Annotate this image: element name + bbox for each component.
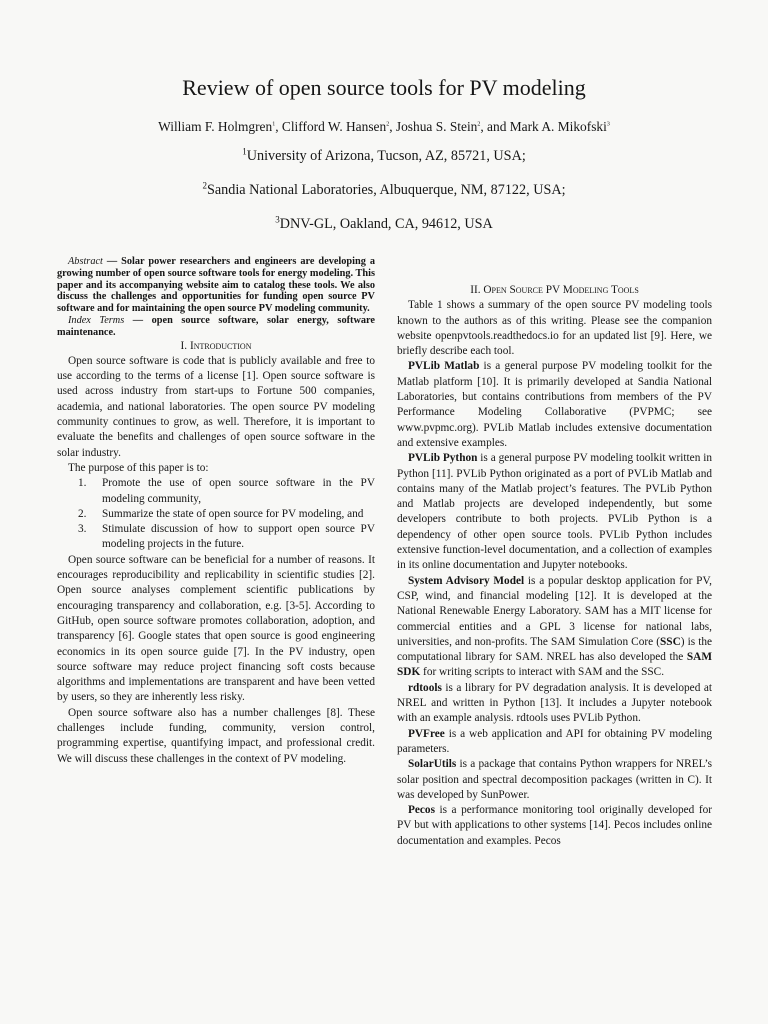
tool-sam: System Advisory Model is a popular desktop application for PV, CSP, wind, and financial modeling [12]. It is developed at the National Renewable Energy Laboratory. SAM has a MIT license for commercial entities and a GPL 3 license for national labs, universities, and non-profits. The SAM Simulation Core (SSC) is the computational library for SAM. NREL has also developed the SAM SDK for writing scripts to interact with SAM and the SSC. bbox=[397, 574, 713, 679]
tool-rdtools: rdtools is a library for PV degradation analysis. It is developed at NREL and written in Python [13]. It includes a Jupyter notebook with an example analysis. rdtools uses PVLib Python. bbox=[397, 681, 712, 725]
tool-pvlib-python: PVLib Python is a general purpose PV modeling toolkit written in Python [11]. PVLib Python originated as a port of PVLib Matlab and contains many of the Matlab project’s features. The PVLib Python and Matlab projects are developed independently, but some developers contribute to both projects. PVLib Python is a dependency of other open source tools. PVLib Python includes extensive function-level documentation, and a collection of examples in its online documentation and Jupyter notebooks. bbox=[397, 452, 712, 572]
section-heading-introduction: I. Introduction bbox=[180, 339, 252, 352]
paragraph: Open source software is code that is publicly available and free to use according to the terms of a license [1]. Open source software is used across industry from start-ups to Fortune 500 companies, academia, and national laboratories. The open source PV modeling community continues to grow, as well. Therefore, it is important to evaluate the benefits and challenges of open source software in the solar industry. bbox=[57, 354, 375, 459]
affiliation-1: $^1$University of Arizona, Tucson, AZ, 85721, USA; bbox=[242, 146, 526, 164]
author-list bbox=[0, 116, 768, 136]
affiliation-2: $^2$Sandia National Laboratories, Albuquerque, NM, 87122, USA; bbox=[202, 180, 566, 198]
author: Mark A. Mikofski$^3$ bbox=[509, 119, 610, 135]
affiliation-3: $^3$DNV-GL, Oakland, CA, 94612, USA bbox=[275, 214, 493, 232]
list-item: 2. Summarize the state of open source for PV modeling, and bbox=[78, 507, 364, 520]
author: Joshua S. Stein$^2$, and bbox=[395, 119, 510, 135]
abstract-paragraph: Abstract — Solar power researchers and engineers are developing a growing number of open source software tools for energy modeling. This paper and its accompanying website aim to catalog these tools. We also discuss the challenges and opportunities for funding open source PV software and for maintaining the open source PV modeling community. bbox=[57, 256, 376, 315]
paragraph: The purpose of this paper is to: bbox=[68, 461, 209, 474]
paragraph: Table 1 shows a summary of the open source PV modeling tools known to the authors as of this writing. Please see the companion website openpvtools.readthedocs.io for an updated list [9]. Here, we briefly describe each tool. bbox=[397, 299, 712, 358]
tool-pecos: Pecos is a performance monitoring tool originally developed for PV but with applications to other systems [14]. Pecos includes online documentation and examples. Pecos bbox=[397, 804, 712, 847]
list-item: 3. Stimulate discussion of how to support open source PV modeling projects in the future. bbox=[78, 523, 375, 551]
tool-pvlib-matlab: PVLib Matlab is a general purpose PV modeling toolkit for the Matlab platform [10]. It is primarily developed at Sandia National Laboratories, but contains contributions from members of the PV Performance Modeling Collaborative (PVPMC; see www.pvpmc.org). PVLib Matlab includes extensive documentation and extensive examples. bbox=[397, 360, 713, 449]
left-column bbox=[57, 256, 375, 767]
paragraph: Open source software can be beneficial for a number of reasons. It encourages reproducibility and replicability in scientific studies [2]. Open source analyses complement scientific publications by encouraging transparency and collaboration, e.g. [3-5]. According to GitHub, open source software promotes collaboration, adoption, and transparency [6]. Google states that open source is good engineering economics in its open source guide [7]. In the PV industry, open source software may reduce project financing soft costs because algorithms and implementations are transparent and have been vetted by users, so they are inherently less risky. bbox=[57, 553, 375, 704]
author: William F. Holmgren$^1$, bbox=[158, 119, 282, 135]
right-column bbox=[397, 283, 712, 849]
section-heading-tools: II. Open Source PV Modeling Tools bbox=[470, 284, 639, 296]
list-item: 1. Promote the use of open source software in the PV modeling community, bbox=[78, 477, 375, 505]
index-terms: Index Terms — open source software, solar energy, software maintenance. bbox=[57, 314, 375, 338]
paper-title: Review of open source tools for PV modeling bbox=[182, 75, 586, 100]
tool-solarutils: SolarUtils is a package that contains Python wrappers for NREL’s solar position and spectral decomposition packages (written in C). It was developed by SunPower. bbox=[397, 758, 712, 801]
paragraph: Open source software also has a number challenges [8]. These challenges include funding, community, version control, programming expertise, quantifying impact, and professional credit. We will discuss these challenges in the context of PV modeling. bbox=[57, 706, 375, 765]
tool-pvfree: PVFree is a web application and API for obtaining PV modeling parameters. bbox=[397, 727, 712, 755]
abstract bbox=[57, 256, 375, 339]
author: Clifford W. Hansen$^2$, bbox=[281, 119, 396, 135]
purpose-list bbox=[57, 476, 375, 552]
